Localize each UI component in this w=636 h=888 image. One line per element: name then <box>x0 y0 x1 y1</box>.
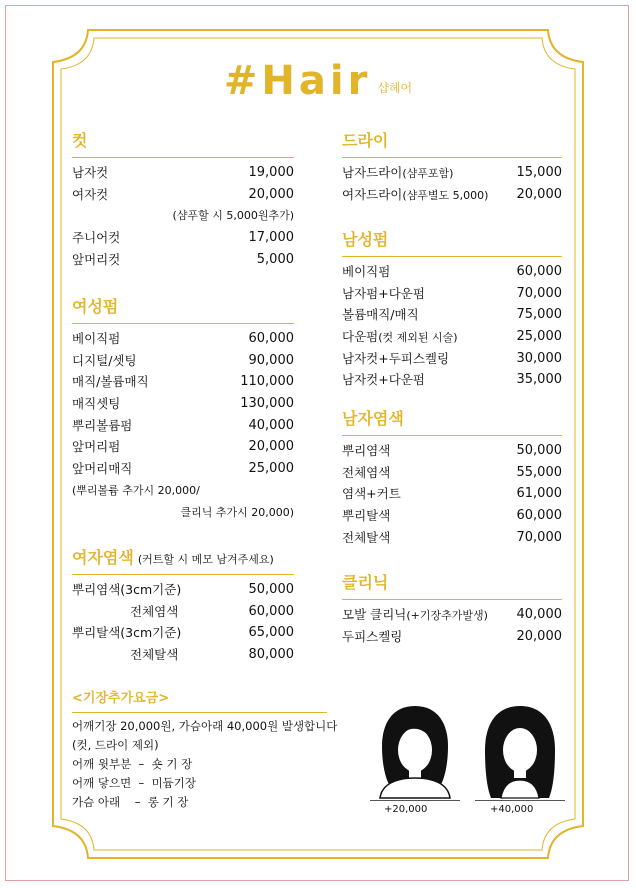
item-name-text: 전체염색 <box>342 464 391 480</box>
price-row <box>72 162 294 184</box>
item-price: 30,000 <box>516 350 562 366</box>
price-row <box>342 261 562 283</box>
item-name-text: 앞머리펌 <box>72 439 121 455</box>
figure-caption-2: +40,000 <box>490 804 534 815</box>
item-price: 65,000 <box>248 625 294 641</box>
shoulder-length-hair-icon <box>370 700 460 800</box>
item-name-text: 뿌리탈색 <box>342 508 391 524</box>
item-name-text: 남자드라이 <box>342 165 403 180</box>
length-fee-line: (컷, 드라이 제외) <box>72 738 159 752</box>
section-title <box>72 545 294 568</box>
item-name <box>342 348 449 370</box>
price-row <box>72 644 294 666</box>
price-row <box>72 249 294 271</box>
item-name <box>72 601 178 623</box>
item-name-text: 남자컷+두피스켈링 <box>342 350 450 366</box>
item-name <box>72 393 120 415</box>
item-price: 70,000 <box>516 285 562 301</box>
item-name-text: 매직셋팅 <box>72 396 121 412</box>
item-price: 60,000 <box>516 264 562 279</box>
item-price: 19,000 <box>248 165 294 180</box>
item-name-text: 두피스켈링 <box>342 628 403 644</box>
item-price: 20,000 <box>516 628 562 644</box>
section-length-fee <box>72 687 362 812</box>
item-price: 60,000 <box>248 603 294 619</box>
price-row <box>72 436 294 458</box>
item-name <box>72 415 132 437</box>
price-row <box>72 579 294 601</box>
item-name-text: 전체탈색 <box>130 647 179 663</box>
price-row <box>342 440 562 462</box>
item-name <box>72 249 120 271</box>
price-row <box>342 604 562 626</box>
item-price: 20,000 <box>516 186 562 202</box>
item-name-text: 남자컷 <box>72 165 109 180</box>
item-name <box>72 371 149 393</box>
item-price: 50,000 <box>248 582 294 597</box>
section-men-perm <box>342 227 562 391</box>
price-row <box>72 622 294 644</box>
length-fee-line: 어깨 닿으면 – 미듐기장 <box>72 776 197 790</box>
section-men-color <box>342 406 562 548</box>
item-price: 70,000 <box>516 529 562 545</box>
item-name <box>342 483 401 505</box>
item-name <box>72 579 181 601</box>
item-name-text: 베이직펌 <box>72 331 121 346</box>
price-row <box>72 601 294 623</box>
cut-note: (샴푸할 시 5,000원추가) <box>172 209 294 223</box>
figure-caption-1: +20,000 <box>384 804 428 815</box>
item-name <box>342 527 390 549</box>
title-sub: 샵헤어 <box>377 80 413 95</box>
price-row <box>72 328 294 350</box>
section-title: 드라이 <box>342 131 389 150</box>
price-row <box>342 283 562 305</box>
item-name-text: 앞머리매직 <box>72 461 133 477</box>
item-name-text: 주니어컷 <box>72 230 121 246</box>
section-title: 클리닉 <box>342 573 389 592</box>
price-row <box>72 415 294 437</box>
item-name <box>72 162 108 184</box>
price-row <box>342 304 562 326</box>
item-name-text: 남자펌+다운펌 <box>342 285 425 301</box>
item-price: 60,000 <box>248 331 294 346</box>
section-title: 여성펌 <box>72 297 119 316</box>
item-name <box>342 462 390 484</box>
item-name <box>72 350 137 372</box>
section-women-color <box>72 545 294 666</box>
women-perm-note-2: 클리닉 추가시 20,000) <box>180 505 294 519</box>
section-title: 남자염색 <box>342 409 404 428</box>
item-subnote: (컷 제외된 시술) <box>378 331 458 345</box>
item-name <box>342 626 402 648</box>
price-row <box>72 393 294 415</box>
item-price: 40,000 <box>516 607 562 622</box>
women-color-note: (커트할 시 메모 남겨주세요) <box>137 553 274 566</box>
item-price: 50,000 <box>516 443 562 458</box>
section-dry <box>342 128 562 205</box>
item-name <box>72 328 120 350</box>
item-name-text: 여자드라이 <box>342 186 403 202</box>
figure-baseline <box>475 800 565 801</box>
item-name-text: 매직/볼륨매직 <box>72 374 149 390</box>
section-title: 컷 <box>72 131 88 150</box>
item-name <box>342 162 453 184</box>
item-name <box>342 369 425 391</box>
section-women-perm <box>72 294 294 524</box>
price-row <box>342 527 562 549</box>
item-name <box>342 505 390 527</box>
price-row <box>342 462 562 484</box>
section-cut <box>72 128 294 271</box>
length-fee-line: 가슴 아래 – 롱 기 장 <box>72 795 189 809</box>
price-row <box>342 369 562 391</box>
item-name <box>72 458 132 480</box>
item-name <box>72 644 178 666</box>
item-name-text: 뿌리염색(3cm기준) <box>72 582 182 597</box>
section-title-text: 여자염색 <box>72 548 134 567</box>
item-name <box>342 283 425 305</box>
item-name-text: 다운펌 <box>342 329 379 345</box>
item-name <box>72 436 120 458</box>
women-perm-note-1: (뿌리볼륨 추가시 20,000/ <box>72 483 200 497</box>
item-price: 20,000 <box>248 439 294 455</box>
price-row <box>342 626 562 648</box>
item-subnote: (+기장추가발생) <box>406 609 488 622</box>
item-name-text: 전체탈색 <box>342 529 391 545</box>
price-row <box>342 326 562 348</box>
item-price: 90,000 <box>248 352 294 368</box>
price-row <box>72 458 294 480</box>
item-name-text: 뿌리볼륨펌 <box>72 417 133 433</box>
section-rule <box>72 157 294 158</box>
item-subnote: (샴푸포함) <box>402 167 454 180</box>
item-price: 61,000 <box>516 486 562 502</box>
item-name <box>342 304 419 326</box>
item-name-text: 뿌리탈색(3cm기준) <box>72 625 182 641</box>
item-name <box>342 261 390 283</box>
item-name-text: 디지털/셋팅 <box>72 352 137 368</box>
item-price: 17,000 <box>248 230 294 246</box>
item-name-text: 염색+커트 <box>342 486 401 502</box>
price-row <box>342 348 562 370</box>
section-rule <box>342 599 562 600</box>
item-name-text: 뿌리염색 <box>342 443 391 458</box>
item-price: 35,000 <box>516 372 562 388</box>
item-name <box>342 440 390 462</box>
price-row <box>342 162 562 184</box>
section-rule <box>342 435 562 436</box>
section-rule <box>72 574 294 575</box>
item-name <box>72 622 181 644</box>
price-row <box>342 505 562 527</box>
item-name <box>342 604 488 626</box>
item-name-text: 볼륨매직/매직 <box>342 307 419 323</box>
section-rule <box>72 323 294 324</box>
price-row <box>342 184 562 206</box>
item-price: 60,000 <box>516 508 562 524</box>
item-price: 20,000 <box>248 186 294 202</box>
item-name <box>342 326 458 348</box>
item-price: 25,000 <box>248 461 294 477</box>
item-subnote: (샴푸별도 5,000) <box>402 188 489 202</box>
item-price: 75,000 <box>516 307 562 323</box>
item-name-text: 모발 클리닉 <box>342 607 407 622</box>
price-row <box>72 371 294 393</box>
length-fee-line: 어깨 윗부분 – 숏 기 장 <box>72 757 193 771</box>
price-row <box>72 184 294 206</box>
item-price: 5,000 <box>256 252 294 268</box>
item-name-text: 여자컷 <box>72 186 109 202</box>
section-rule <box>72 712 327 713</box>
figure-baseline <box>370 800 460 801</box>
item-price: 110,000 <box>240 374 294 390</box>
price-row <box>72 227 294 249</box>
length-fee-line: 어깨기장 20,000원, 가슴아래 40,000원 발생합니다 <box>72 719 338 733</box>
price-row <box>72 350 294 372</box>
section-rule <box>342 256 562 257</box>
item-name <box>72 227 120 249</box>
title-main: #Hair <box>223 58 372 104</box>
item-price: 40,000 <box>248 417 294 433</box>
section-title: <기장추가요금> <box>72 691 170 706</box>
item-name-text: 베이직펌 <box>342 264 391 279</box>
section-clinic <box>342 570 562 647</box>
item-name-text: 앞머리컷 <box>72 252 121 268</box>
item-name <box>342 184 488 206</box>
item-name-text: 남자컷+다운펌 <box>342 372 425 388</box>
long-hair-icon <box>475 700 565 800</box>
item-price: 15,000 <box>516 165 562 180</box>
item-name <box>72 184 108 206</box>
item-price: 80,000 <box>248 647 294 663</box>
item-price: 55,000 <box>516 464 562 480</box>
section-rule <box>342 157 562 158</box>
item-name-text: 전체염색 <box>130 603 179 619</box>
item-price: 25,000 <box>516 329 562 345</box>
page-title <box>0 58 636 104</box>
item-price: 130,000 <box>240 396 294 412</box>
price-row <box>342 483 562 505</box>
section-title: 남성펌 <box>342 230 389 249</box>
